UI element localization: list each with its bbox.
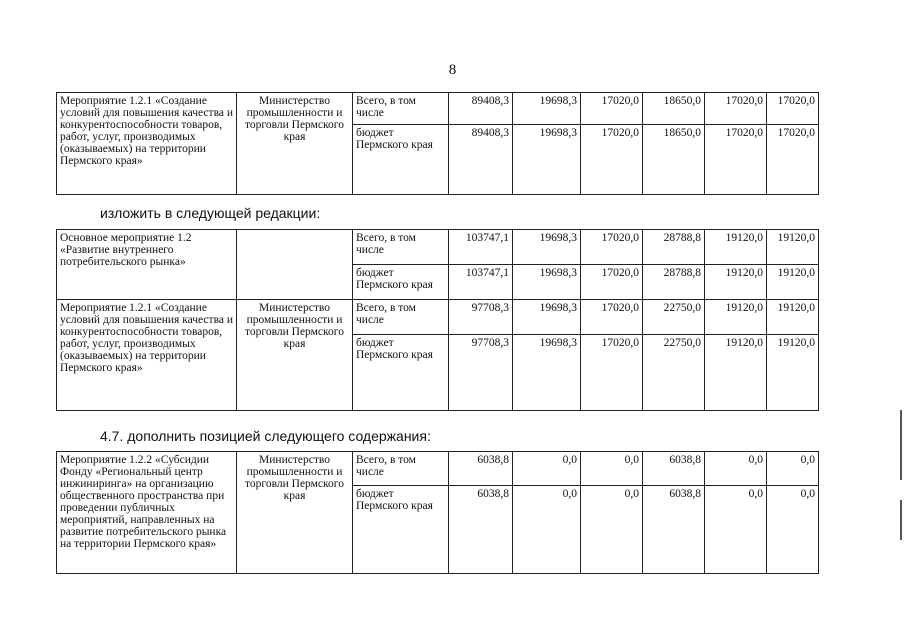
table-row xyxy=(57,300,819,335)
table-current-version xyxy=(56,92,819,195)
value-cell: 0,0 xyxy=(767,486,819,574)
value-cell: 17020,0 xyxy=(581,125,643,195)
budget-cell: бюджет Пермского края xyxy=(353,125,449,195)
value-cell: 17020,0 xyxy=(767,125,819,195)
value-cell: 0,0 xyxy=(513,486,581,574)
ministry-cell: Министерство промышленности и торговли Пермского края xyxy=(237,93,353,195)
value-cell: 19120,0 xyxy=(705,300,767,335)
table-row xyxy=(57,452,819,486)
budget-cell: Всего, в том числе xyxy=(353,452,449,486)
value-cell: 19698,3 xyxy=(513,335,581,411)
value-cell: 89408,3 xyxy=(449,125,513,195)
table-row xyxy=(57,93,819,125)
value-cell: 28788,8 xyxy=(643,265,705,300)
value-cell: 17020,0 xyxy=(705,93,767,125)
main-measure-name-cell: Основное мероприятие 1.2 «Развитие внутреннего потребительского рынка» xyxy=(57,230,237,300)
value-cell: 28788,8 xyxy=(643,230,705,265)
scan-edge-mark xyxy=(900,410,902,480)
value-cell: 17020,0 xyxy=(581,265,643,300)
budget-cell: Всего, в том числе xyxy=(353,93,449,125)
value-cell: 19698,3 xyxy=(513,265,581,300)
value-cell: 19120,0 xyxy=(767,335,819,411)
page-number: 8 xyxy=(448,62,457,78)
value-cell: 19120,0 xyxy=(767,230,819,265)
budget-cell: Всего, в том числе xyxy=(353,230,449,265)
ministry-cell xyxy=(237,230,353,300)
value-cell: 6038,8 xyxy=(643,452,705,486)
measure-name-cell: Мероприятие 1.2.1 «Создание условий для повышения качества и конкурентоспособности товаров, работ, услуг, производимых (оказываемых) на территории Пермского края» xyxy=(57,300,237,411)
value-cell: 6038,8 xyxy=(643,486,705,574)
value-cell: 19120,0 xyxy=(767,300,819,335)
value-cell: 89408,3 xyxy=(449,93,513,125)
budget-cell: бюджет Пермского края xyxy=(353,486,449,574)
value-cell: 0,0 xyxy=(767,452,819,486)
value-cell: 19698,3 xyxy=(513,230,581,265)
scan-edge-mark xyxy=(900,500,902,540)
value-cell: 19698,3 xyxy=(513,93,581,125)
value-cell: 19120,0 xyxy=(705,335,767,411)
budget-cell: бюджет Пермского края xyxy=(353,265,449,300)
value-cell: 0,0 xyxy=(513,452,581,486)
addition-caption: 4.7. дополнить позицией следующего содержания: xyxy=(100,428,431,444)
table-row xyxy=(57,230,819,265)
value-cell: 103747,1 xyxy=(449,230,513,265)
value-cell: 103747,1 xyxy=(449,265,513,300)
value-cell: 17020,0 xyxy=(581,230,643,265)
value-cell: 17020,0 xyxy=(767,93,819,125)
budget-cell: Всего, в том числе xyxy=(353,300,449,335)
value-cell: 18650,0 xyxy=(643,93,705,125)
value-cell: 19120,0 xyxy=(767,265,819,300)
table-new-version xyxy=(56,229,819,411)
value-cell: 22750,0 xyxy=(643,335,705,411)
value-cell: 18650,0 xyxy=(643,125,705,195)
value-cell: 97708,3 xyxy=(449,335,513,411)
value-cell: 17020,0 xyxy=(581,335,643,411)
value-cell: 19698,3 xyxy=(513,125,581,195)
ministry-cell: Министерство промышленности и торговли Пермского края xyxy=(237,452,353,574)
measure-name-cell: Мероприятие 1.2.1 «Создание условий для повышения качества и конкурентоспособности товаров, работ, услуг, производимых (оказываемых) на территории Пермского края» xyxy=(57,93,237,195)
measure-name-cell: Мероприятие 1.2.2 «Субсидии Фонду «Региональный центр инжиниринга» на организацию общественного пространства при проведении публичных мероприятий, направленных на развитие потребительского рынка на территории Пермского края» xyxy=(57,452,237,574)
value-cell: 6038,8 xyxy=(449,486,513,574)
table-added-position xyxy=(56,451,819,574)
value-cell: 97708,3 xyxy=(449,300,513,335)
value-cell: 17020,0 xyxy=(705,125,767,195)
value-cell: 0,0 xyxy=(705,486,767,574)
value-cell: 0,0 xyxy=(581,486,643,574)
amendment-caption: изложить в следующей редакции: xyxy=(100,205,321,221)
value-cell: 19120,0 xyxy=(705,265,767,300)
value-cell: 22750,0 xyxy=(643,300,705,335)
value-cell: 19120,0 xyxy=(705,230,767,265)
value-cell: 17020,0 xyxy=(581,300,643,335)
value-cell: 0,0 xyxy=(705,452,767,486)
value-cell: 17020,0 xyxy=(581,93,643,125)
budget-cell: бюджет Пермского края xyxy=(353,335,449,411)
value-cell: 0,0 xyxy=(581,452,643,486)
value-cell: 6038,8 xyxy=(449,452,513,486)
ministry-cell: Министерство промышленности и торговли Пермского края xyxy=(237,300,353,411)
value-cell: 19698,3 xyxy=(513,300,581,335)
